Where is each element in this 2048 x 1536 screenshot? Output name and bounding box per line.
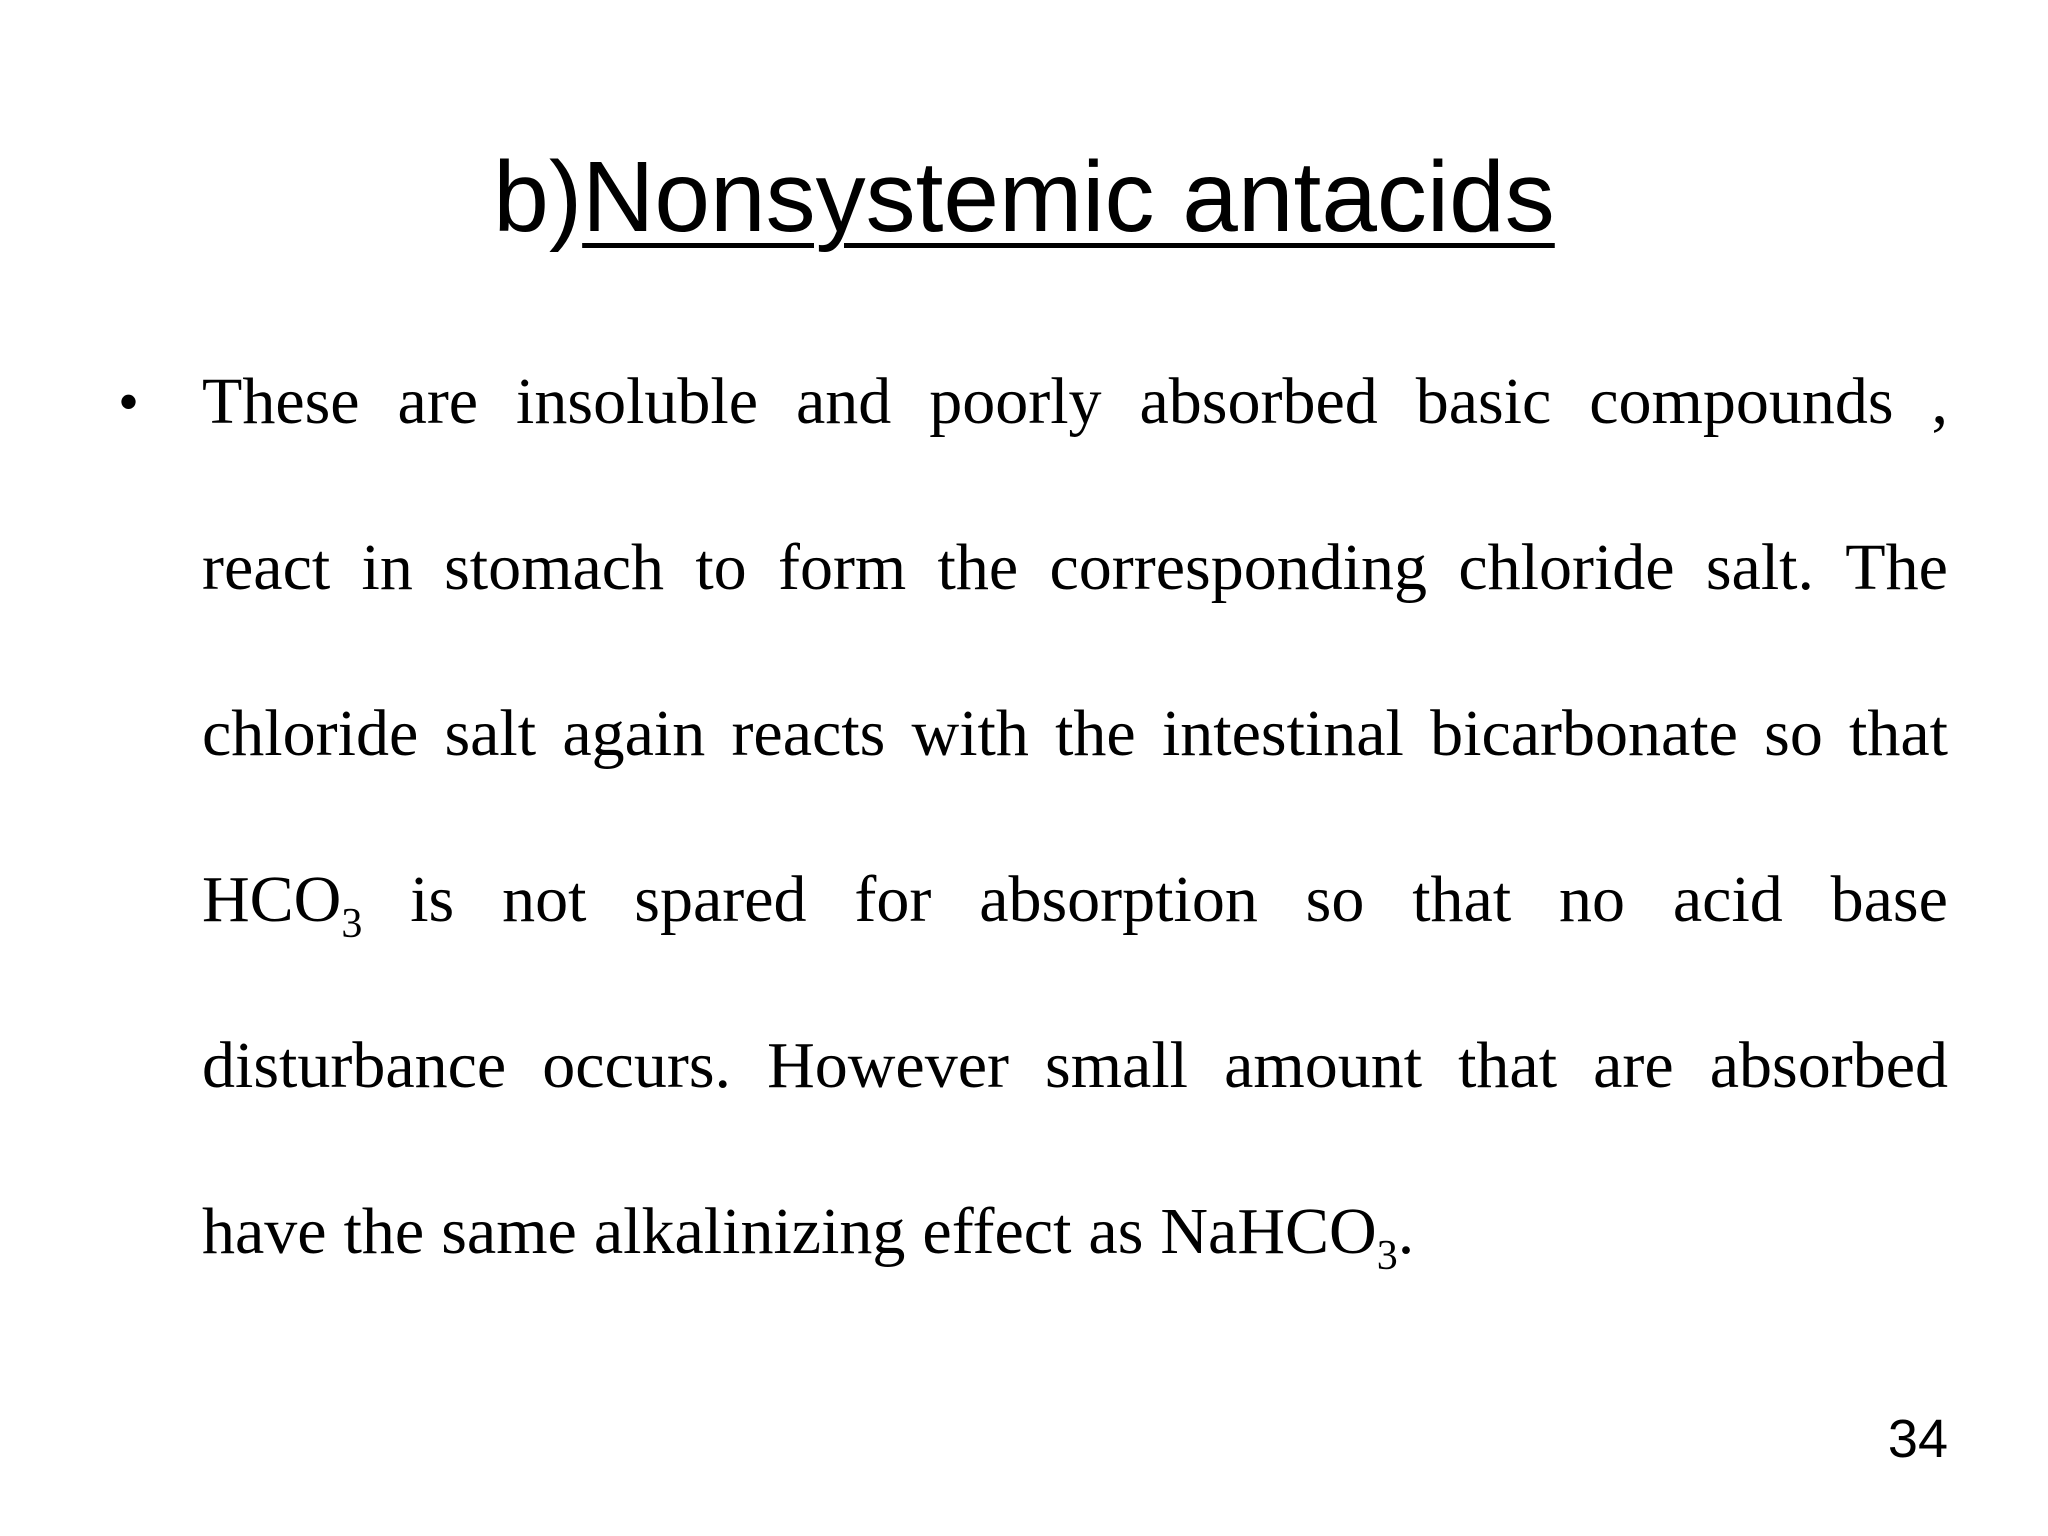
word: that <box>1849 697 1948 770</box>
word: form <box>777 531 907 604</box>
word: that <box>1458 1029 1558 1102</box>
word: chloride <box>202 697 419 770</box>
paragraph-line-5 <box>202 1021 1948 1187</box>
word: effect <box>922 1195 1072 1268</box>
word: base <box>1830 863 1948 936</box>
formula-base: NaHCO <box>1160 1195 1377 1268</box>
word: for <box>854 863 932 936</box>
paragraph-line-4 <box>202 855 1948 1021</box>
word: the <box>343 1195 425 1268</box>
word: as <box>1088 1195 1144 1268</box>
word: corresponding <box>1049 531 1428 604</box>
word: in <box>361 531 413 604</box>
word: absorption <box>979 863 1258 936</box>
word: , <box>1931 365 1948 438</box>
bullet-point: • <box>118 369 140 435</box>
word: that <box>1412 863 1512 936</box>
word: with <box>911 697 1029 770</box>
word: The <box>1845 531 1948 604</box>
word: not <box>502 863 587 936</box>
word: again <box>562 697 706 770</box>
sentence-period: . <box>1397 1195 1415 1268</box>
chemical-formula-hco3 <box>202 855 362 1021</box>
word: are <box>1593 1029 1674 1102</box>
word: is <box>410 863 455 936</box>
word: poorly <box>929 365 1102 438</box>
word: so <box>1764 697 1823 770</box>
bullet-paragraph <box>202 357 1948 1353</box>
formula-subscript: 3 <box>341 901 363 947</box>
word: insoluble <box>516 365 759 438</box>
title-prefix: b) <box>493 141 583 253</box>
word: no <box>1559 863 1626 936</box>
paragraph-line-1 <box>202 357 1948 523</box>
title-main: Nonsystemic antacids <box>582 141 1555 253</box>
word: absorbed <box>1709 1029 1948 1102</box>
word: same <box>441 1195 577 1268</box>
word: chloride <box>1458 531 1675 604</box>
word: bicarbonate <box>1430 697 1738 770</box>
word: the <box>937 531 1019 604</box>
word: alkalinizing <box>593 1195 906 1268</box>
word: However <box>767 1029 1009 1102</box>
word: salt <box>444 697 537 770</box>
word: are <box>397 365 479 438</box>
word: react <box>202 531 331 604</box>
page-number: 34 <box>1887 1409 1948 1469</box>
word: reacts <box>731 697 886 770</box>
word: amount <box>1224 1029 1423 1102</box>
word: intestinal <box>1161 697 1404 770</box>
formula-base: HCO <box>202 863 342 936</box>
word: so <box>1305 863 1365 936</box>
word: the <box>1055 697 1136 770</box>
chemical-formula-nahco3 <box>1160 1187 1414 1353</box>
word: compounds <box>1589 365 1894 438</box>
word: basic <box>1415 365 1552 438</box>
paragraph-line-3 <box>202 689 1948 855</box>
word: stomach <box>444 531 665 604</box>
word: These <box>202 365 360 438</box>
word: salt. <box>1705 531 1815 604</box>
word: absorbed <box>1139 365 1378 438</box>
word: small <box>1045 1029 1189 1102</box>
word: have <box>202 1195 327 1268</box>
word: and <box>795 365 892 438</box>
word: to <box>695 531 747 604</box>
paragraph-line-2 <box>202 523 1948 689</box>
formula-subscript: 3 <box>1376 1233 1398 1279</box>
slide-title <box>0 132 2048 262</box>
word: acid <box>1672 863 1783 936</box>
word: disturbance <box>202 1029 507 1102</box>
paragraph-line-6 <box>202 1187 1948 1353</box>
word: spared <box>634 863 807 936</box>
word: occurs. <box>542 1029 732 1102</box>
